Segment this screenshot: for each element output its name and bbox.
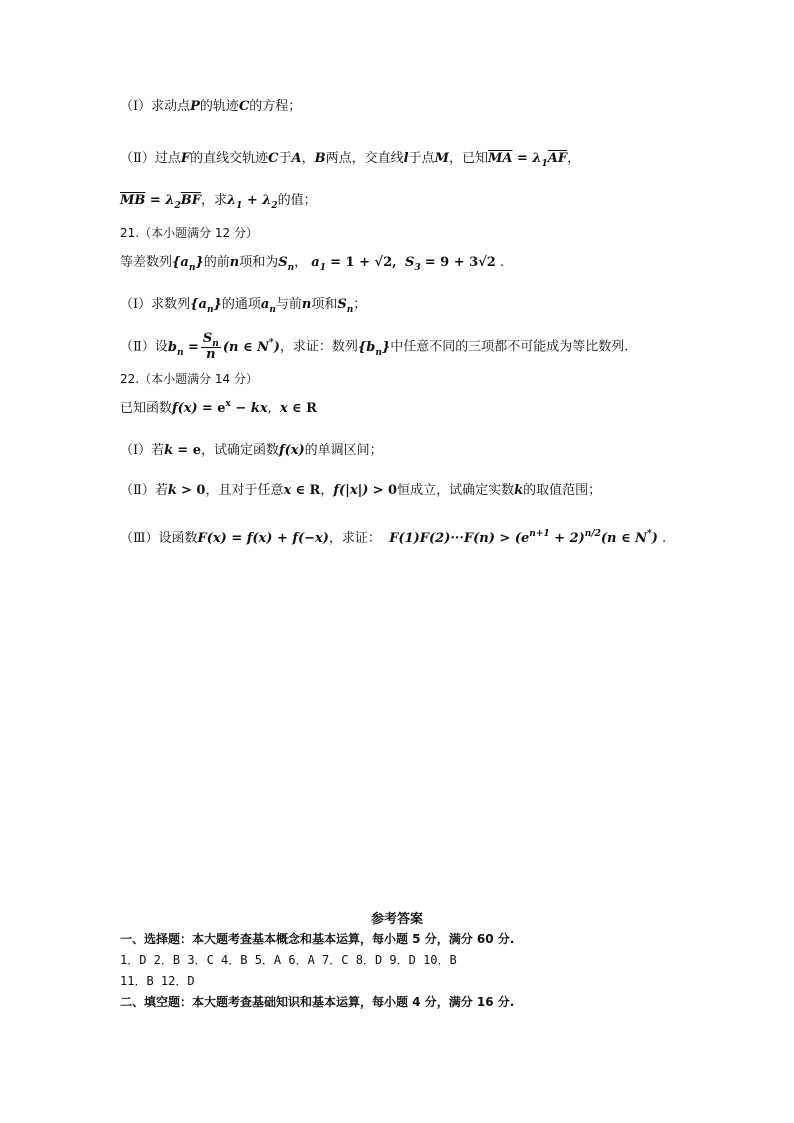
- problem21-header: 21.（本小题满分 12 分）: [120, 226, 258, 240]
- answers-row2: 11．B 12．D: [120, 974, 195, 988]
- problem22-part2: （Ⅱ）若k > 0，且对于任意x ∈ R，f(|x|) > 0恒成立，试确定实数k的取值范围；: [120, 483, 602, 498]
- problem21-intro: 等差数列$\{a_n\}$的前n项和为$S_n$， $a_1 = 1 + √2$, $S_3 = 9 + 3√2$ .: [120, 255, 505, 273]
- vector-eq-1: $\overline{MA} = \lambda_1\overline{AF}$: [487, 151, 568, 169]
- problem20-part1: （Ⅰ）求动点P的轨迹C的方程；: [120, 99, 302, 114]
- problem21-part2: （Ⅱ）设$b_n$ = $\frac{S_n}{n}$ (n ∈ N*)，求证：数列$\{b_n\}$中任意不同的三项都不可能成为等比数列.: [120, 331, 629, 362]
- math-C: C: [238, 99, 250, 114]
- vector-eq-2: $\overline{MB} = \lambda_2\overline{BF}$: [120, 193, 201, 211]
- answers-section1: 一、选择题：本大题考查基本概念和基本运算，每小题 5 分，满分 60 分.: [120, 932, 515, 946]
- fraction-Sn-over-n: $\frac{S_n}{n}$: [202, 331, 219, 362]
- problem22-part3: （Ⅲ）设函数F(x) = f(x) + f(−x)，求证： $F(1)F(2)\cdot\cdot\cdot F(n) > (e^{n+1} + 2)^{n/2}(n$ ∈ N*) .: [120, 529, 667, 546]
- answers-row1: 1．D 2．B 3．C 4．B 5．A 6．A 7．C 8．D 9．D 10．B: [120, 953, 457, 967]
- problem22-header: 22.（本小题满分 14 分）: [120, 372, 258, 386]
- problem22-part1: （Ⅰ）若k = e，试确定函数f(x)的单调区间；: [120, 443, 383, 458]
- problem20-part2: （Ⅱ）过点F的直线交轨迹C于A，B两点，交直线l于点M，已知$\overline{MA} = \lambda_1\overline{AF}$，: [120, 151, 581, 169]
- problem20-part2-cont: $\overline{MB} = \lambda_2\overline{BF}$，求$\lambda_1 + \lambda_2$的值；: [120, 193, 317, 211]
- inequality-expression: $F(1)F(2)\cdot\cdot\cdot F(n) > (e^{n+1} + 2)^{n/2}(n$ ∈ N*): [389, 529, 658, 546]
- answers-title: 参考答案: [370, 912, 423, 927]
- math-P: P: [190, 99, 200, 114]
- answers-section2: 二、填空题：本大题考查基础知识和基本运算，每小题 4 分，满分 16 分.: [120, 995, 515, 1009]
- problem21-part1: （Ⅰ）求数列$\{a_n\}$的通项$a_n$与前n项和$S_n$；: [120, 297, 367, 315]
- problem22-intro: 已知函数$f(x) = e^x$ − kx, x ∈ R: [120, 399, 317, 416]
